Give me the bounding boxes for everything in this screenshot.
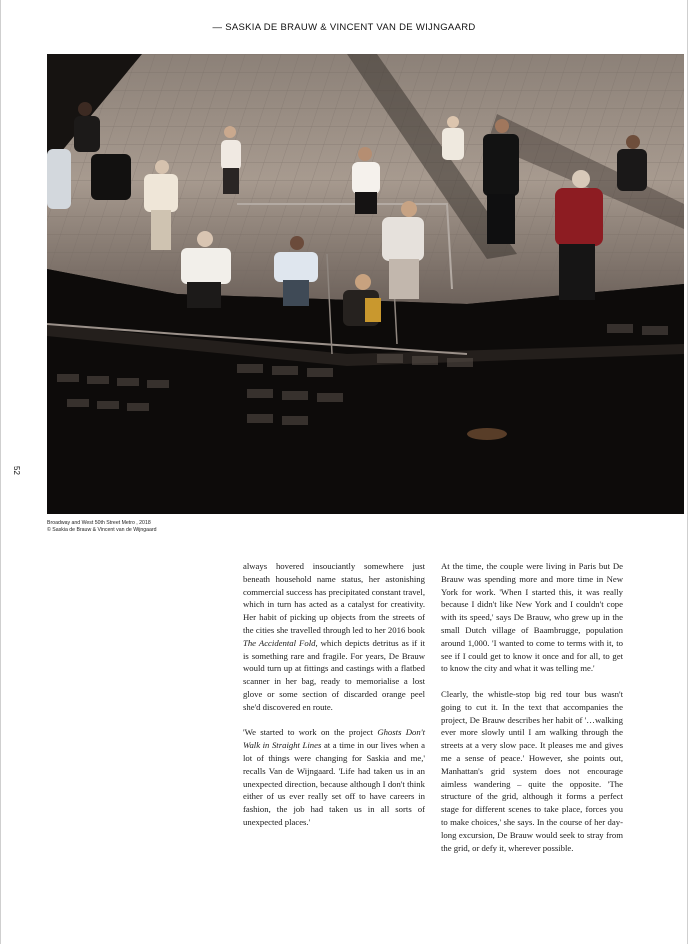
- paragraph-text: always hovered insouciantly somewhere just beneath household name status, her astonishing commercial success has precipitated constant travel, which in turn has acted as a catalyst for creativity. Her habit of picking up objects from the streets of the cities she travelled through led to her 2016 book: [243, 561, 425, 635]
- paragraph-text: at a time in our lives when a lot of things were changing for Saskia and me,' recalls Van de Wijngaard. 'Life had taken us in an unexpected direction, because although I don't think either of us ever really set off to have careers in fashion, the job had taken us in all sorts of unexpected places.': [243, 740, 425, 827]
- photograph-illustration: [47, 54, 684, 514]
- caption-credit: © Saskia de Brauw & Vincent van de Wijngaard: [47, 527, 157, 533]
- paragraph: Clearly, the whistle-stop big red tour bus wasn't going to cut it. In the text that accompanies the project, De Brauw describes her habit of '…walking ever more slowly until I am walking through the streets at a very slow pace. It pleases me and gives me a sense of peace.' However, she points out, Manhattan's grid system does not encourage aimless wandering – quite the opposite. 'The structure of the grid, although it forms a perfect stage for different scenes to take place, forces you to make choices,' she says. In the course of her day-long excursion, De Brauw would seek to stray from the grid, or defy it, wherever possible.: [441, 688, 623, 853]
- project-title: Ghosts Don't Walk in Straight Lines: [243, 727, 425, 751]
- running-head: — SASKIA DE BRAUW & VINCENT VAN DE WIJNGAARD: [212, 22, 476, 33]
- photograph: [47, 54, 684, 514]
- caption-title: Broadway and West 50th Street Metro , 2018: [47, 520, 151, 526]
- paragraph: [243, 726, 425, 828]
- text-column-1: [243, 560, 425, 842]
- paragraph-text: 'We started to work on the project: [243, 727, 378, 738]
- book-title: The Accidental Fold: [243, 637, 316, 648]
- paragraph-text: , which depicts detritus as if it is something rare and fragile. For years, De Brauw would turn up at fittings and castings with a flatbed scanner in her bag, ready to memorialise a lost glove or some section of discarded orange peel she'd discovered en route.: [243, 637, 425, 712]
- text-column-2: [441, 560, 623, 867]
- paragraph: [243, 560, 425, 714]
- page-number: 52: [12, 466, 21, 475]
- photo-caption: [47, 520, 157, 534]
- paragraph: At the time, the couple were living in Paris but De Brauw was spending more and more time in New York for work. 'When I started this, it was really because I didn't like New York and I couldn't cope with its speed,' says De Brauw, who grew up in the small Dutch village of Baambrugge, population around 1,000. 'I wanted to come to terms with it, to see if I could get to know it once and for all, to get to know the city and what it was telling me.': [441, 561, 623, 674]
- page-edge-left: [0, 0, 1, 944]
